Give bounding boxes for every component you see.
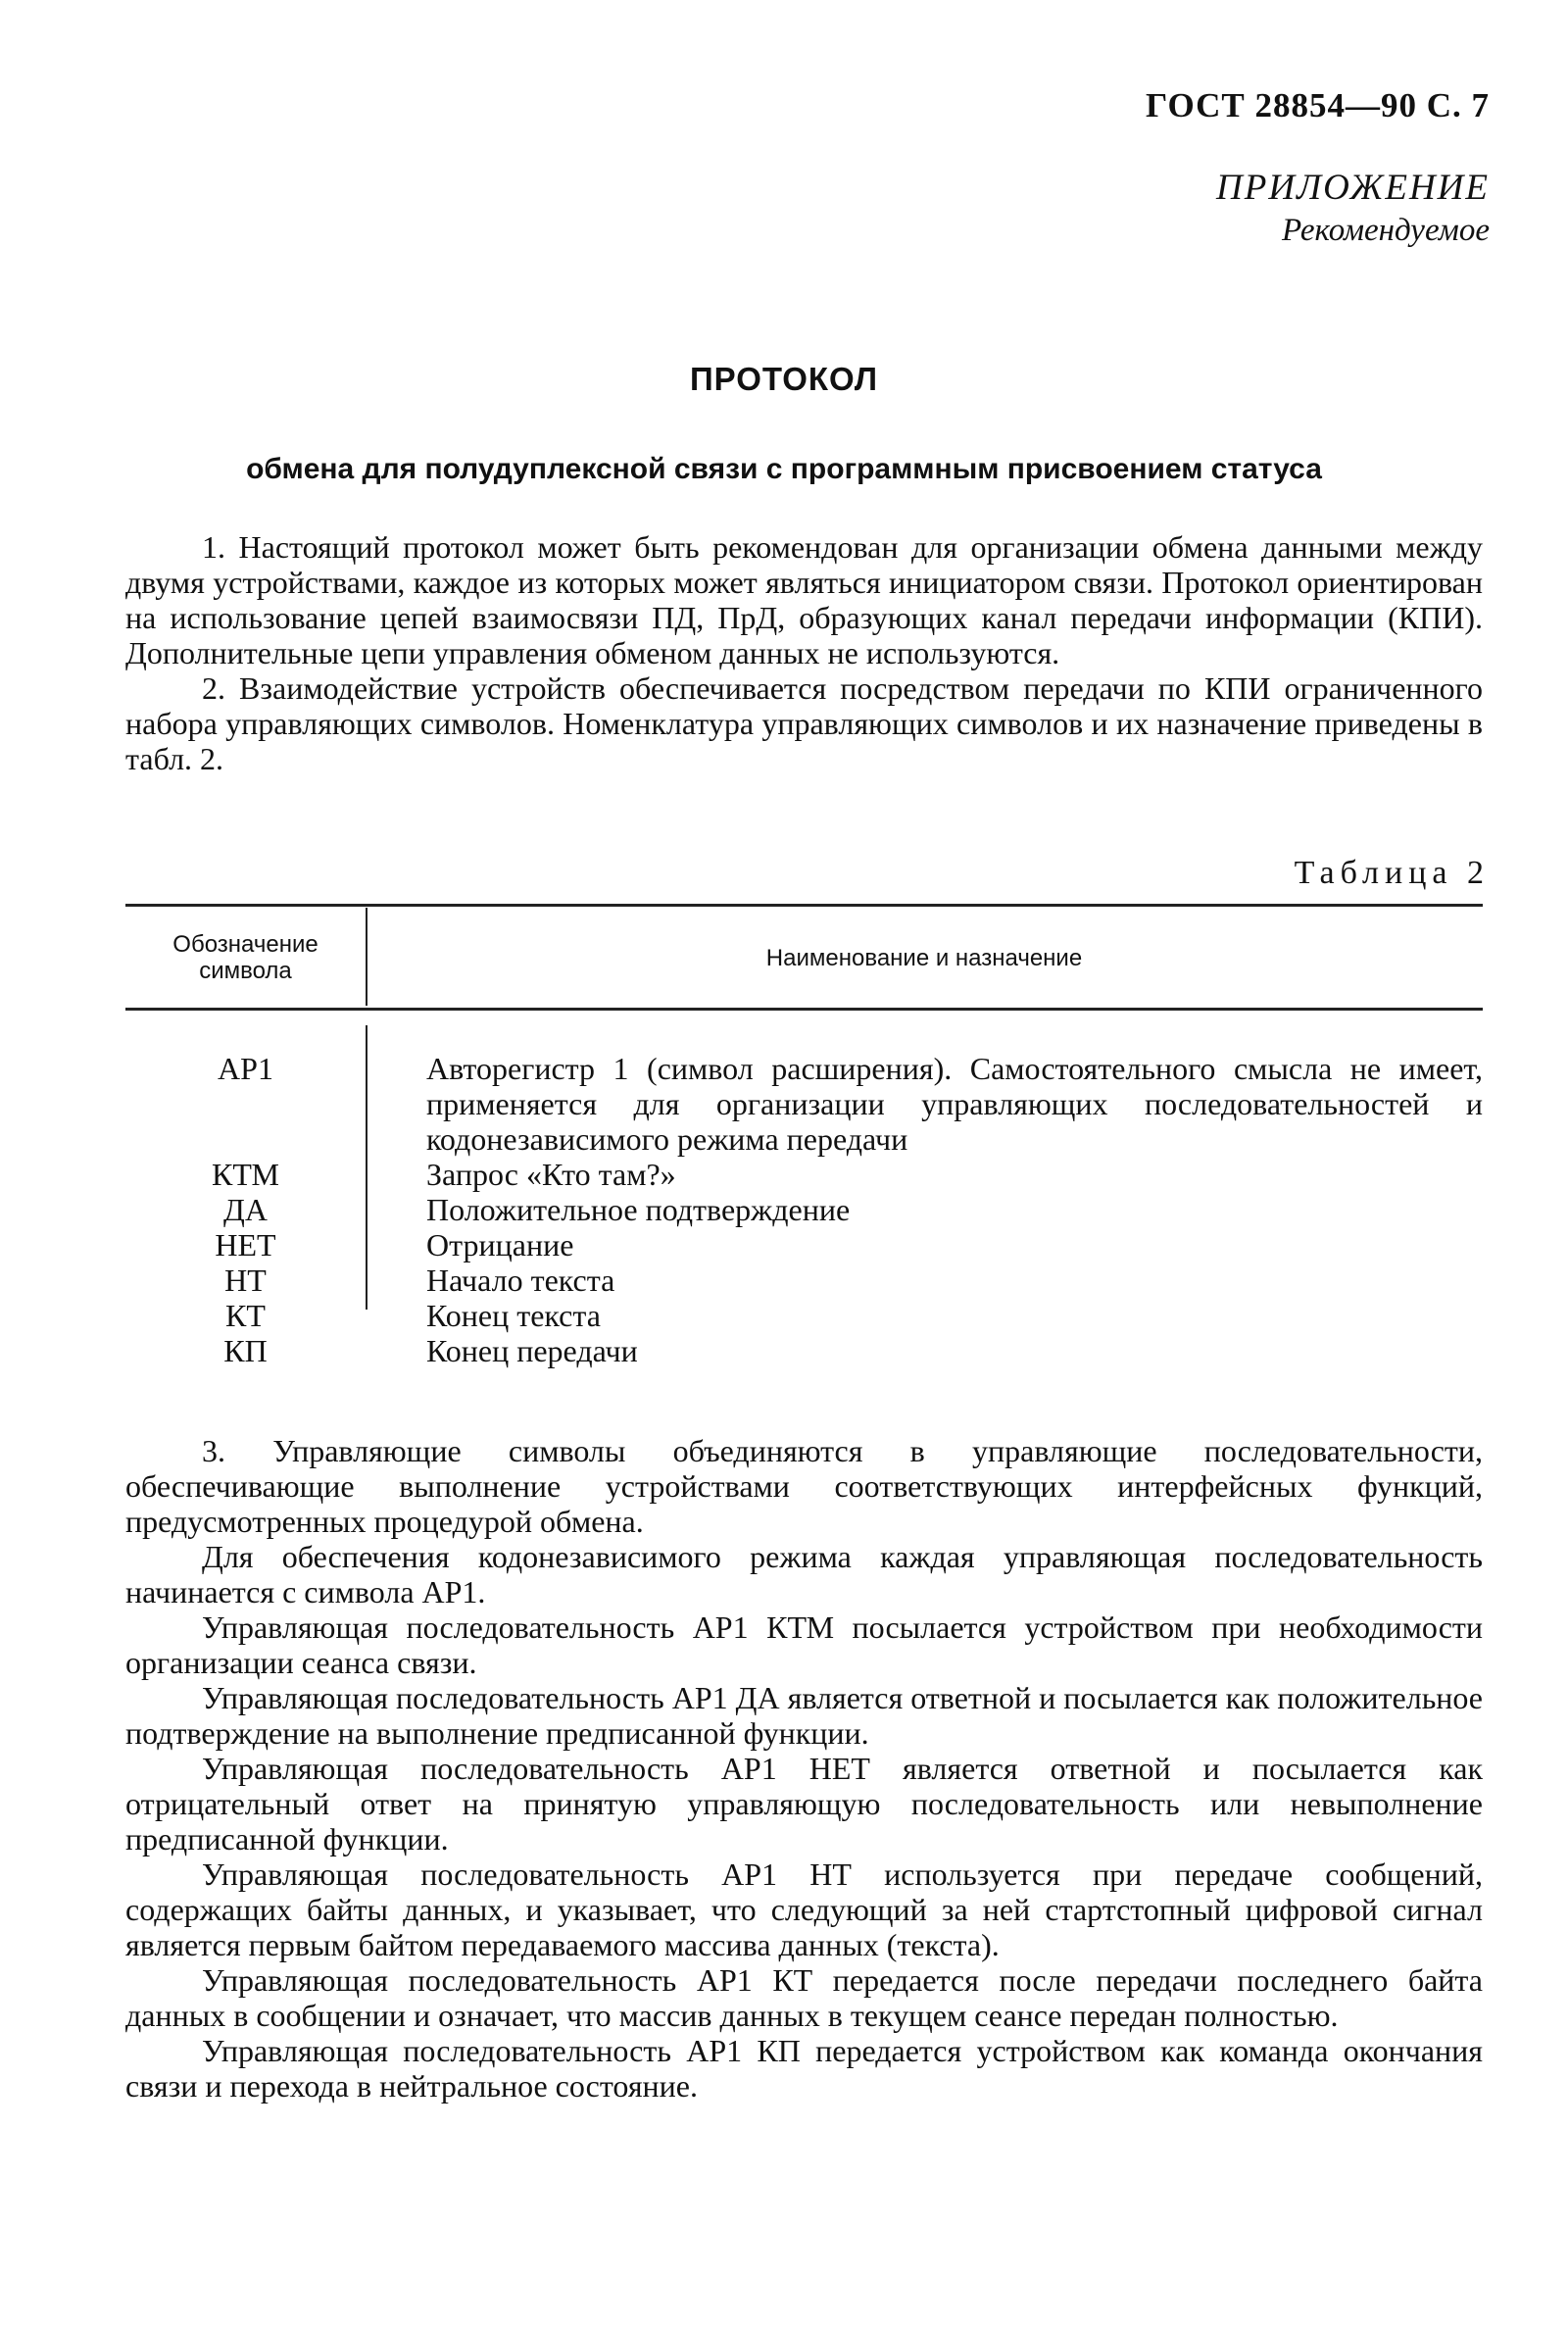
intro-section — [125, 529, 1483, 776]
table-body — [125, 1051, 1483, 1368]
appendix-title: ПРИЛОЖЕНИЕ — [1216, 168, 1490, 208]
table-row — [125, 1192, 1483, 1227]
symbol-cell: ДА — [223, 1192, 268, 1227]
description-cell: Запрос «Кто там?» — [426, 1157, 676, 1192]
table-row — [125, 1157, 1483, 1192]
table-caption: Таблица 2 — [1294, 855, 1490, 891]
symbol-cell: НЕТ — [215, 1227, 276, 1263]
table-top-rule — [125, 904, 1483, 907]
paragraph-2: 2. Взаимодействие устройств обеспечивается посредством передачи по КПИ ограниченного набора управляющих символов. Номенклатура управляющих символов и их назначение приведены в табл. 2. — [125, 670, 1483, 776]
description-cell: Авторегистр 1 (символ расширения). Самостоятельного смысла не имеет, применяется для организации управляющих последовательностей и кодонезависимого режима передачи — [426, 1051, 1483, 1157]
table-row — [125, 1333, 1483, 1368]
paragraph-kt: Управляющая последовательность АР1 КТ передается после передачи последнего байта данных в сообщении и означает, что массив данных в текущем сеансе передан полностью. — [125, 1962, 1483, 2033]
symbols-table — [125, 904, 1483, 1384]
paragraph-3: 3. Управляющие символы объединяются в управляющие последовательности, обеспечивающие выполнение устройствами соответствующих интерфейсных функций, предусмотренных процедурой обмена. — [125, 1433, 1483, 1539]
description-cell: Отрицание — [426, 1227, 574, 1263]
paragraph-ktm: Управляющая последовательность АР1 КТМ посылается устройством при необходимости организации сеанса связи. — [125, 1609, 1483, 1680]
symbol-cell: НТ — [224, 1263, 267, 1298]
document-subtitle: обмена для полудуплексной связи с программным присвоением статуса — [246, 453, 1322, 485]
description-cell: Положительное подтверждение — [426, 1192, 851, 1227]
paragraph-net: Управляющая последовательность АР1 НЕТ является ответной и посылается как отрицательный ответ на принятую управляющую последовательность или невыполнение предписанной функции. — [125, 1751, 1483, 1857]
symbol-cell: КТ — [225, 1298, 266, 1333]
paragraph-nt: Управляющая последовательность АР1 НТ используется при передаче сообщений, содержащих байты данных, и указывает, что следующий за ней стартстопный цифровой сигнал является первым байтом передаваемого массива данных (текста). — [125, 1857, 1483, 1962]
page-header: ГОСТ 28854—90 С. 7 — [1146, 86, 1490, 124]
document-title: ПРОТОКОЛ — [689, 361, 879, 397]
table-row — [125, 1263, 1483, 1298]
symbol-cell: КТМ — [212, 1157, 279, 1192]
appendix-label — [1216, 167, 1490, 249]
appendix-status: Рекомендуемое — [1281, 213, 1490, 248]
description-cell: Конец текста — [426, 1298, 601, 1333]
description-cell: Конец передачи — [426, 1333, 638, 1368]
body-section — [125, 1433, 1483, 2104]
paragraph-1: 1. Настоящий протокол может быть рекомендован для организации обмена данными между двумя устройствами, каждое из которых может являться инициатором связи. Протокол ориентирован на использование цепей взаимосвязи ПД, ПрД, образующих канал передачи информации (КПИ). Дополнительные цепи управления обменом данных не используются. — [125, 529, 1483, 670]
table-row — [125, 1298, 1483, 1333]
paragraph-da: Управляющая последовательность АР1 ДА является ответной и посылается как положительное подтверждение на выполнение предписанной функции. — [125, 1680, 1483, 1751]
column-header-description: Наименование и назначение — [765, 945, 1083, 971]
column-header-symbol: Обозначение символа — [172, 931, 318, 984]
table-row — [125, 1227, 1483, 1263]
table-row — [125, 1051, 1483, 1157]
paragraph-kp: Управляющая последовательность АР1 КП передается устройством как команда окончания связи и перехода в нейтральное состояние. — [125, 2033, 1483, 2104]
paragraph-ar1-mode: Для обеспечения кодонезависимого режима каждая управляющая последовательность начинается с символа АР1. — [125, 1539, 1483, 1609]
description-cell: Начало текста — [426, 1263, 615, 1298]
symbol-cell: АР1 — [218, 1051, 273, 1086]
header-bottom-rule — [125, 1008, 1483, 1011]
symbol-cell: КП — [223, 1333, 268, 1368]
